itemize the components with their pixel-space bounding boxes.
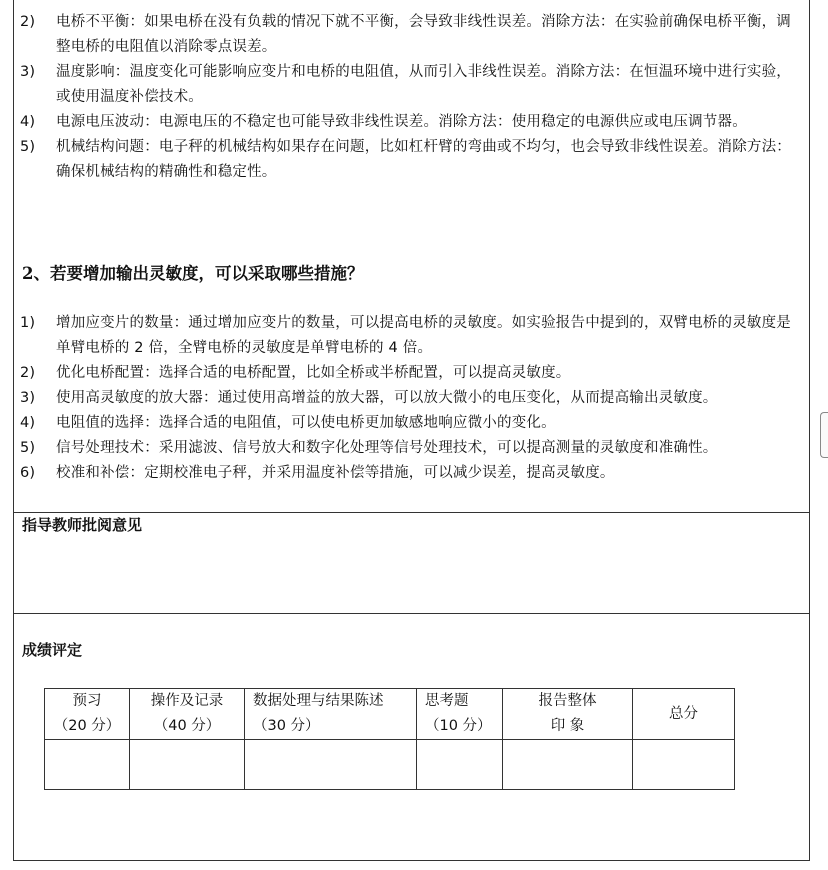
item-number: 4) <box>20 114 36 130</box>
grade-table <box>44 688 735 790</box>
item-text: 机械结构问题：电子秤的机械结构如果存在问题，比如杠杆臂的弯曲或不均匀，也会导致非线性误差。消除方法：确保机械结构的精确性和稳定性。 <box>56 139 791 180</box>
score-cell[interactable] <box>45 740 130 790</box>
section-divider <box>13 613 810 614</box>
grade-score-row <box>45 740 735 790</box>
header-line: 印 象 <box>550 718 585 734</box>
list-item <box>20 386 810 411</box>
list-item <box>20 461 810 486</box>
header-line: 操作及记录 <box>150 693 224 709</box>
grade-header-cell <box>245 689 417 740</box>
header-line: （40 分） <box>153 718 221 734</box>
teacher-comment-label: 指导教师批阅意见 <box>22 516 143 534</box>
q2-answer-list <box>20 311 810 486</box>
item-number: 5) <box>20 139 36 155</box>
header-line: 报告整体 <box>538 693 597 709</box>
grade-header-row <box>45 689 735 740</box>
grade-header-cell <box>45 689 130 740</box>
header-line: （10 分） <box>425 718 492 734</box>
header-line: 数据处理与结果陈述 <box>253 693 384 709</box>
header-line: 预习 <box>72 693 102 709</box>
header-line: 总分 <box>669 705 698 722</box>
item-text: 使用高灵敏度的放大器：通过使用高增益的放大器，可以放大微小的电压变化，从而提高输出灵敏度。 <box>56 390 718 406</box>
item-text: 增加应变片的数量：通过增加应变片的数量，可以提高电桥的灵敏度。如实验报告中提到的，双臂电桥的灵敏度是单臂电桥的 2 倍，全臂电桥的灵敏度是单臂电桥的 4 倍。 <box>56 315 791 356</box>
grade-header-cell <box>130 689 245 740</box>
item-text: 优化电桥配置：选择合适的电桥配置，比如全桥或半桥配置，可以提高灵敏度。 <box>56 365 571 381</box>
header-line: 思考题 <box>425 693 469 709</box>
list-item <box>20 60 810 110</box>
item-number: 3) <box>20 64 36 80</box>
q1-answer-list <box>20 10 810 185</box>
grade-header-cell <box>503 689 633 740</box>
list-item <box>20 411 810 436</box>
item-number: 3) <box>20 390 36 406</box>
item-text: 信号处理技术：采用滤波、信号放大和数字化处理等信号处理技术，可以提高测量的灵敏度和准确性。 <box>56 440 718 456</box>
header-line: （20 分） <box>53 718 121 734</box>
list-item <box>20 135 810 185</box>
item-text: 校准和补偿：定期校准电子秤，并采用温度补偿等措施，可以减少误差，提高灵敏度。 <box>56 465 615 481</box>
list-item <box>20 311 810 361</box>
item-text: 电阻值的选择：选择合适的电阻值，可以使电桥更加敏感地响应微小的变化。 <box>56 415 556 431</box>
section-divider <box>13 512 810 513</box>
score-cell[interactable] <box>503 740 633 790</box>
header-line: （30 分） <box>253 718 320 734</box>
list-item <box>20 436 810 461</box>
list-item <box>20 10 810 60</box>
item-text: 电桥不平衡：如果电桥在没有负载的情况下就不平衡，会导致非线性误差。消除方法：在实验前确保电桥平衡，调整电桥的电阻值以消除零点误差。 <box>56 14 791 55</box>
item-number: 5) <box>20 440 36 456</box>
list-item <box>20 361 810 386</box>
side-panel-handle[interactable] <box>820 412 828 458</box>
score-cell[interactable] <box>245 740 417 790</box>
score-cell[interactable] <box>633 740 735 790</box>
question-2-heading: 2、若要增加输出灵敏度，可以采取哪些措施？ <box>22 264 364 283</box>
item-text: 温度影响：温度变化可能影响应变片和电桥的电阻值，从而引入非线性误差。消除方法：在恒温环境中进行实验，或使用温度补偿技术。 <box>56 64 791 105</box>
grade-header-cell <box>633 689 735 740</box>
list-item <box>20 110 810 135</box>
item-number: 1) <box>20 315 36 331</box>
score-cell[interactable] <box>417 740 503 790</box>
item-text: 电源电压波动：电源电压的不稳定也可能导致非线性误差。消除方法：使用稳定的电源供应或电压调节器。 <box>56 114 747 130</box>
item-number: 2) <box>20 14 36 30</box>
item-number: 4) <box>20 415 36 431</box>
item-number: 2) <box>20 365 36 381</box>
score-cell[interactable] <box>130 740 245 790</box>
grade-header-cell <box>417 689 503 740</box>
grading-label: 成绩评定 <box>22 641 83 659</box>
item-number: 6) <box>20 465 36 481</box>
